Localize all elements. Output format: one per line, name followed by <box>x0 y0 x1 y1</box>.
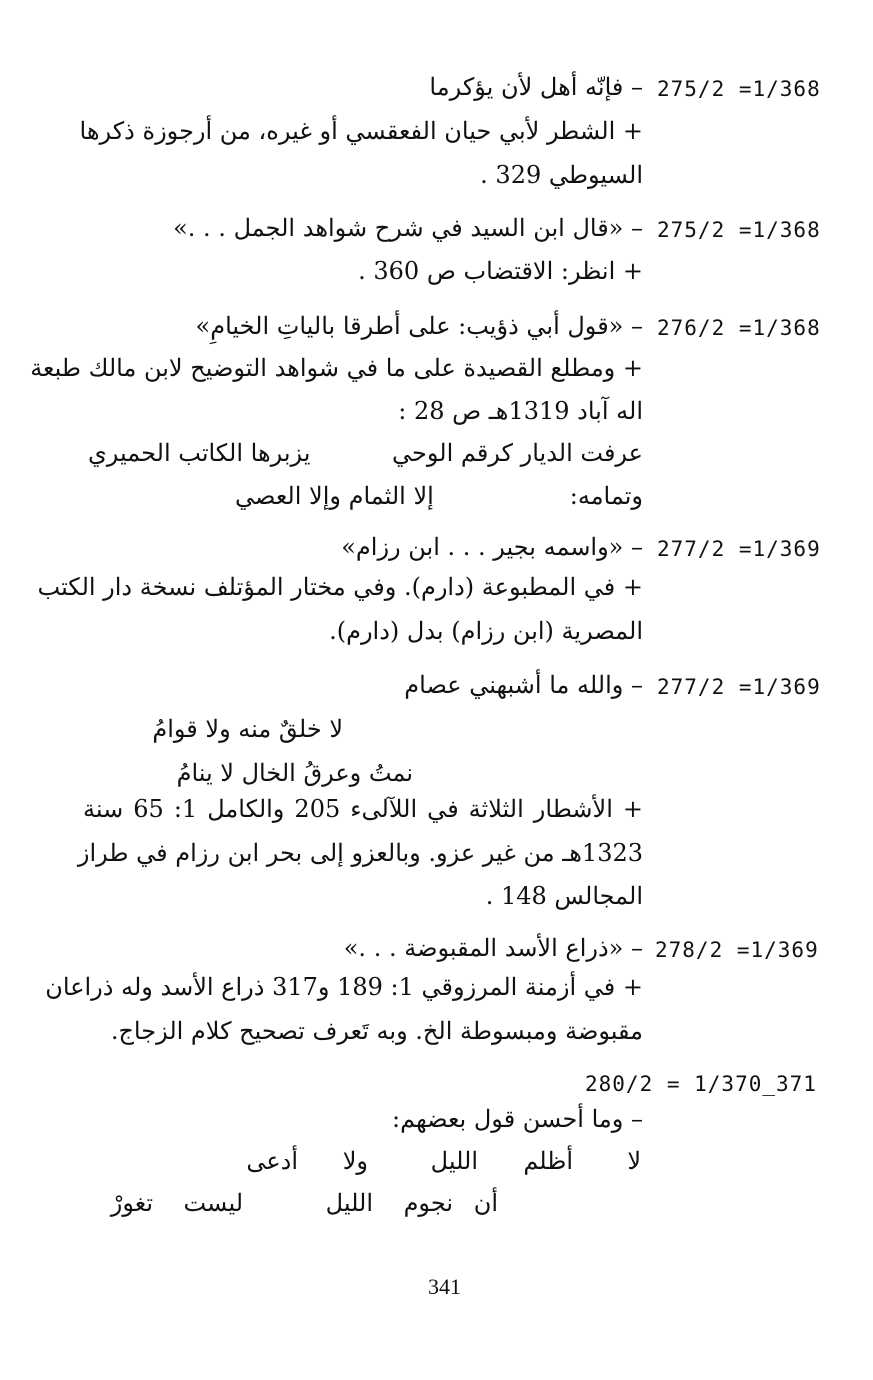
poem-word: نجوم <box>403 1189 453 1217</box>
entry-reference: 278/2 =1/369 <box>655 938 819 962</box>
poem-word: أظلم <box>523 1147 573 1175</box>
poem-word: أن <box>473 1189 498 1217</box>
entry-reference: 275/2 =1/368 <box>657 218 821 242</box>
entry-note-line: المصرية (ابن رزام) بدل (دارم). <box>329 617 643 645</box>
entry-headline: – «ذراع الأسد المقبوضة . . .» <box>343 934 643 962</box>
entry-note-line: المجالس 148 . <box>485 882 643 910</box>
entry-reference: 277/2 =1/369 <box>657 675 821 699</box>
entry-note-line: + في أزمنة المرزوقي 1: 189 و317 ذراع الأسد وله ذراعان <box>45 973 643 1001</box>
entry-note-line: مقبوضة ومبسوطة الخ. وبه تَعرف تصحيح كلام الزجاج. <box>110 1017 643 1045</box>
poem-word: ولا <box>342 1147 368 1175</box>
verse-line: نمتُ وعرقُ الخال لا ينامُ <box>176 759 413 787</box>
entry-note-line: السيوطي 329 . <box>480 161 643 189</box>
entry-note-line: + انظر: الاقتضاب ص 360 . <box>358 257 643 285</box>
verse-third-half: إلا الثمام وإلا العصي <box>235 482 434 510</box>
entry-reference: 276/2 =1/368 <box>657 316 821 340</box>
entry-reference: 275/2 =1/368 <box>657 77 821 101</box>
entry-note-line: + ومطلع القصيدة على ما في شواهد التوضيح لابن مالك طبعة <box>30 354 643 382</box>
entry-headline: – «واسمه بجير . . . ابن رزام» <box>341 533 643 561</box>
entry-note-line: + الأشطار الثلاثة في اللآلىء 205 والكامل 1: 65 سنة <box>83 795 643 823</box>
entry-headline: – فإنّه أهل لأن يؤكرما <box>429 73 643 101</box>
entry-note-line: + في المطبوعة (دارم). وفي مختار المؤتلف نسخة دار الكتب <box>37 573 643 601</box>
entry-headline: – وما أحسن قول بعضهم: <box>392 1105 643 1133</box>
poem-word: الليل <box>430 1147 478 1175</box>
entry-reference: 280/2 = 1/370_371 <box>585 1072 817 1096</box>
poem-word: لا <box>627 1147 641 1175</box>
poem-word: ليست <box>183 1189 243 1217</box>
verse-lead: وتمامه: <box>569 482 643 510</box>
entry-note-line: 1323هـ من غير عزو. وبالعزو إلى بحر ابن رزام في طراز <box>77 839 643 867</box>
entry-headline: – والله ما أشبهني عصام <box>404 671 643 699</box>
entry-headline: – «قول أبي ذؤيب: على أطرقا بالياتِ الخيامِ» <box>195 312 643 340</box>
entry-reference: 277/2 =1/369 <box>657 537 821 561</box>
page-number: 341 <box>428 1274 461 1299</box>
verse-first-half: عرفت الديار كرقم الوحي <box>392 439 643 467</box>
poem-word: تغورْ <box>110 1189 153 1217</box>
poem-word: الليل <box>325 1189 373 1217</box>
verse-line: لا خلقٌ منه ولا قوامُ <box>152 715 343 743</box>
entry-headline: – «قال ابن السيد في شرح شواهد الجمل . . .» <box>173 214 643 242</box>
entry-note-line: اله آباد 1319هـ ص 28 : <box>398 397 643 425</box>
entry-note-line: + الشطر لأبي حيان الفعقسي أو غيره، من أرجوزة ذكرها <box>79 117 643 145</box>
verse-second-half: يزبرها الكاتب الحميري <box>88 439 311 467</box>
poem-word: أدعى <box>246 1147 298 1175</box>
